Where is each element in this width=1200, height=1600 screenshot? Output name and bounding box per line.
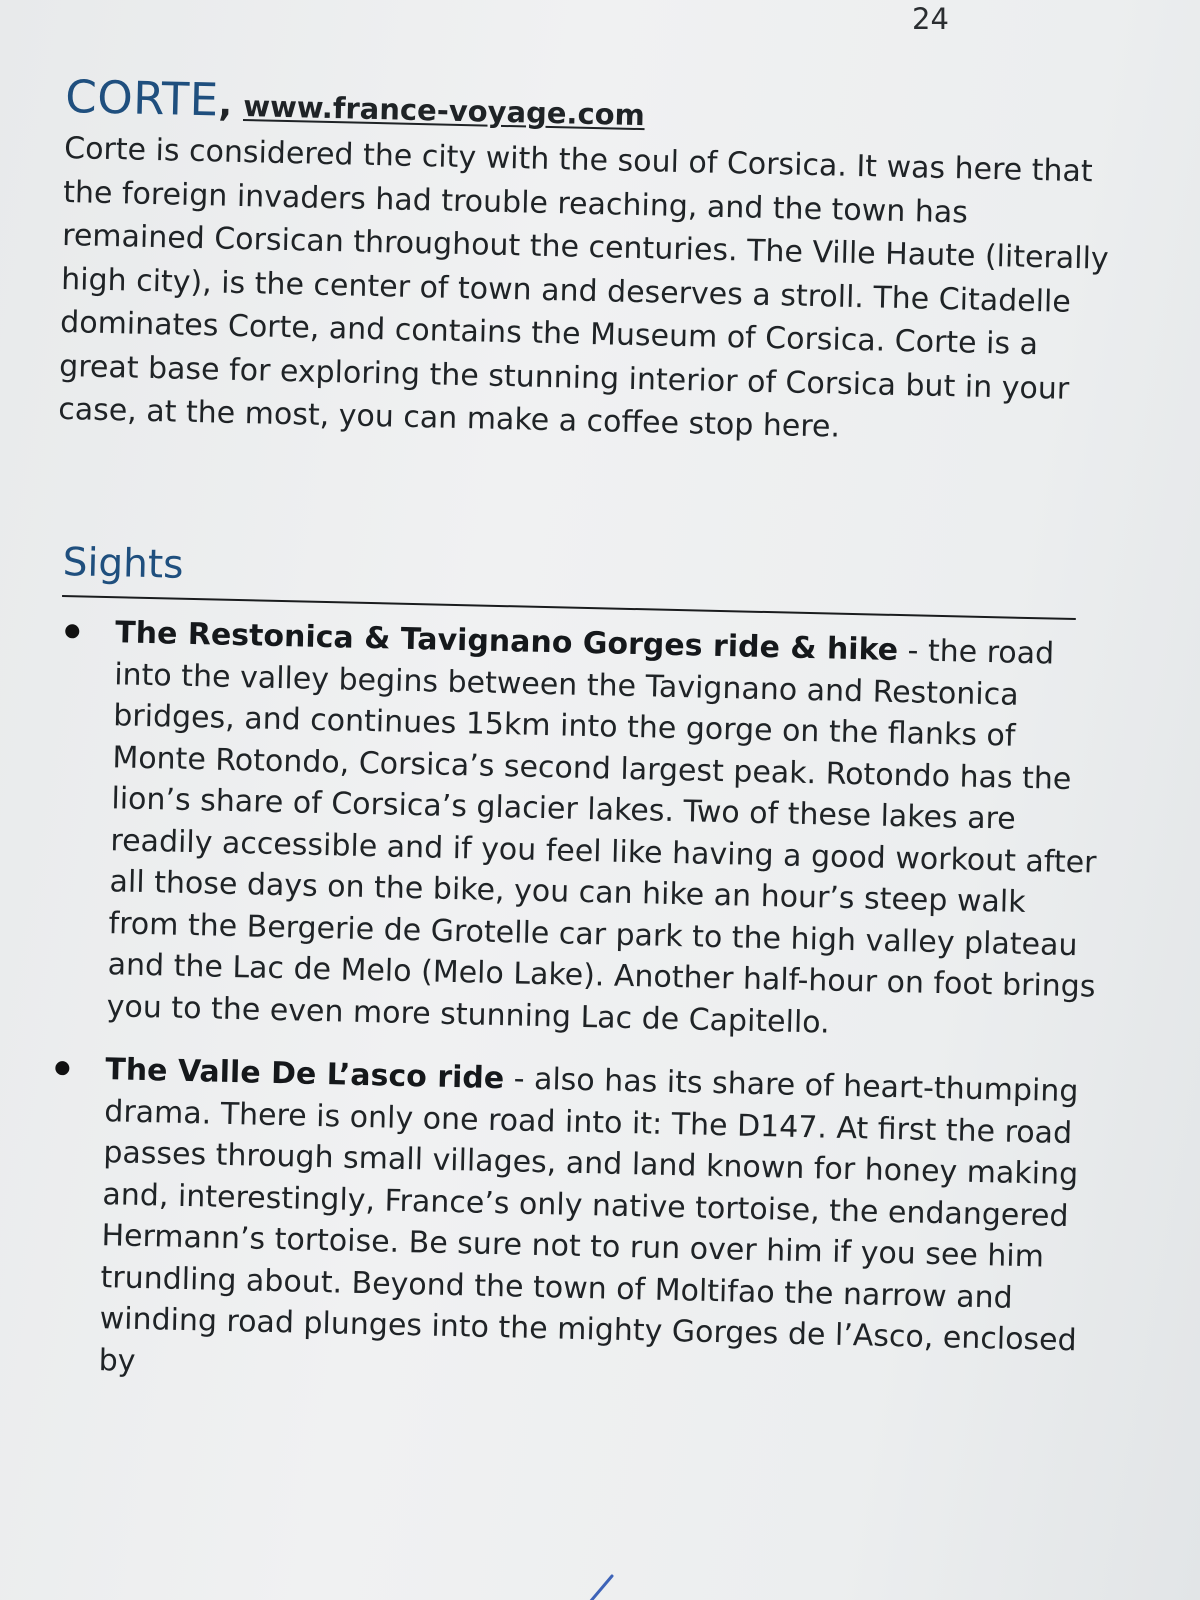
bullet-icon: [55, 1061, 69, 1075]
bullet-icon: [65, 624, 79, 638]
sights-heading: Sights: [62, 539, 185, 588]
sight-title: The Valle De L’asco ride: [104, 1052, 505, 1097]
page-content: [36, 70, 1116, 1425]
sight-title: The Restonica & Tavignano Gorges ride & hike: [114, 615, 899, 669]
sight-item-restonica: [44, 611, 1103, 1050]
city-name: CORTE: [64, 70, 220, 127]
website-link[interactable]: www.france-voyage.com: [242, 89, 646, 133]
sights-list: [36, 611, 1103, 1404]
pen-mark-icon: [588, 1574, 618, 1600]
sight-item-asco: [36, 1048, 1093, 1404]
sight-description: - also has its share of heart-thumping drama. There is only one road into it: The D147. At first the road passes through small villages, and land known for honey making and, interestingly, France’s only native tortoise, the endangered Hermann’s tortoise. Be sure not to run over him if you see him trundling about. Beyond the town of Moltifao the narrow and winding road plunges into the mighty Gorges de l’Asco, enclosed by: [98, 1061, 1079, 1379]
sight-description: - the road into the valley begins between the Tavignano and Restonica bridges, and continues 15km into the gorge on the flanks of Monte Rotondo, Corsica’s second largest peak. Rotondo has the lion’s share of Corsica’s glacier lakes. Two of these lakes are readily accessible and if you feel like having a good workout after all those days on the bike, you can hike an hour’s steep walk from the Bergerie de Grotelle car park to the high valley plateau and the Lac de Melo (Melo Lake). Another half-hour on foot brings you to the even more stunning Lac de Capitello.: [106, 633, 1097, 1041]
page-number: 24: [912, 2, 949, 36]
header-separator: ,: [218, 83, 233, 125]
intro-paragraph: Corte is considered the city with the soul of Corsica. It was here that the foreign invaders had trouble reaching, and the town has remained Corsican throughout the centuries. The Ville Haute (literally high city), is the center of town and deserves a stroll. The Citadelle dominates Corte, and contains the Museum of Corsica. Corte is a great base for exploring the stunning interior of Corsica but in your case, at the most, you can make a coffee stop here.: [57, 130, 1110, 445]
